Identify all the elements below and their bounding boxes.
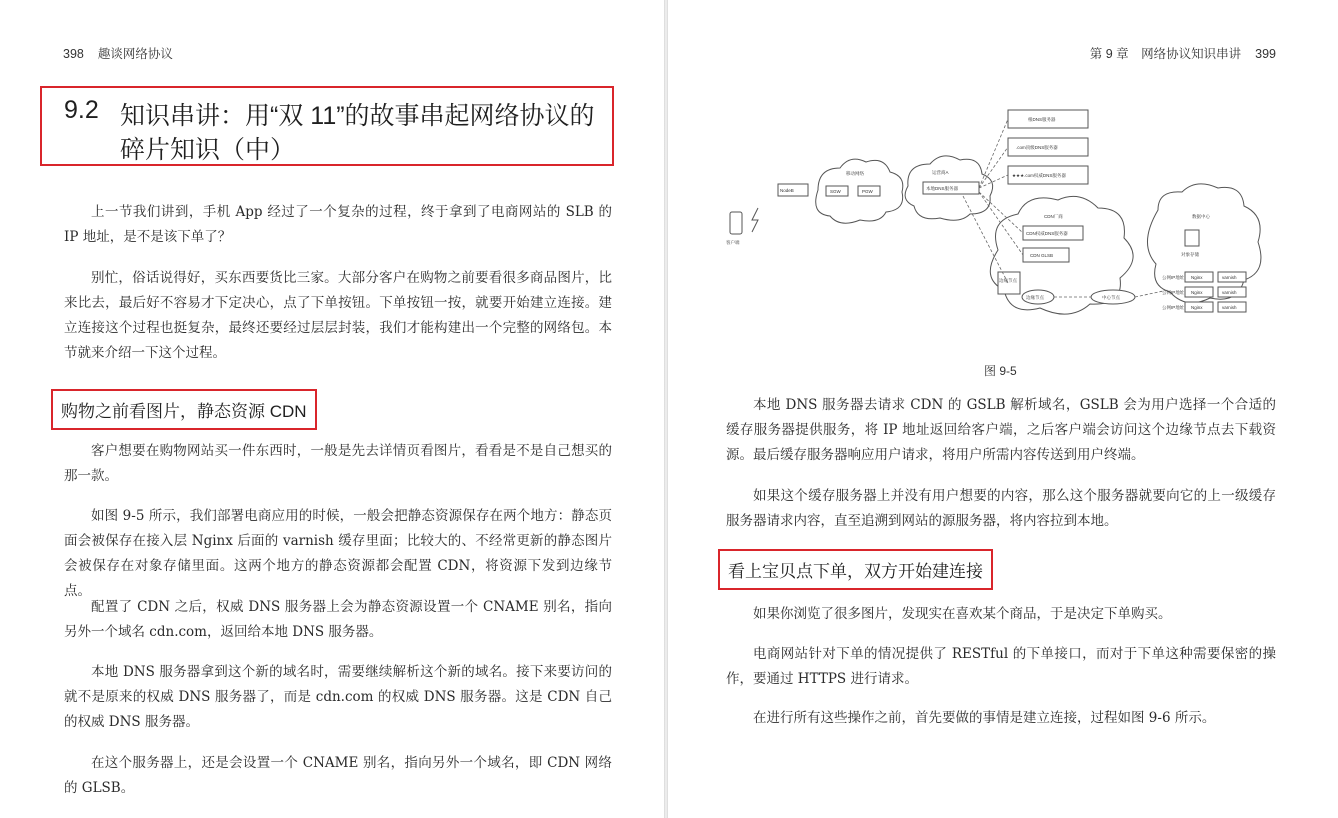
pgw-label: PGW [862, 189, 873, 194]
mobile-net-label: 移动网络 [846, 171, 864, 176]
center-node-label: 中心节点 [1102, 295, 1120, 300]
phone-icon [730, 212, 742, 234]
figure-caption: 图 9-5 [984, 364, 1017, 378]
varnish-label: varnish [1222, 275, 1237, 280]
page-number: 398 [63, 47, 84, 61]
paragraph: 配置了 CDN 之后，权威 DNS 服务器上会为静态资源设置一个 CNAME 别名，指向另外一个域名 cdn.com，返回给本地 DNS 服务器。 [64, 599, 612, 640]
figure-cdn-diagram [718, 100, 1288, 340]
subheading-order: 看上宝贝点下单，双方开始建连接 [718, 549, 993, 590]
edge-node-label: 边缘节点 [999, 278, 1017, 283]
object-storage-icon [1185, 230, 1199, 246]
nodeb-label: NodeB [780, 188, 794, 193]
edge-node-box [998, 272, 1020, 294]
operator-label: 运营商A [932, 170, 949, 175]
public-ip-label: 公网IP地址 [1162, 305, 1185, 310]
root-dns-label: 根DNS服务器 [1028, 117, 1056, 122]
datacenter-label: 数据中心 [1192, 214, 1210, 219]
com-dns-label: .com顶级DNS服务器 [1016, 145, 1058, 150]
section-title-line2: 碎片知识（中） [120, 136, 296, 164]
cdn-vendor-label: CDN厂商 [1044, 214, 1063, 219]
paragraph: 在进行所有这些操作之前，首先要做的事情是建立连接，过程如图 9-6 所示。 [753, 710, 1216, 726]
nginx-label: Nginx [1191, 290, 1203, 295]
paragraph: 上一节我们讲到，手机 App 经过了一个复杂的过程，终于拿到了电商网站的 SLB 的 IP 地址，是不是该下单了？ [64, 204, 612, 245]
subheading-cdn: 购物之前看图片，静态资源 CDN [51, 389, 317, 430]
chapter-title: 第 9 章 网络协议知识串讲 [1089, 47, 1242, 61]
book-title: 趣谈网络协议 [97, 47, 173, 61]
paragraph: 本地 DNS 服务器拿到这个新的域名时，需要继续解析这个新的域名。接下来要访问的就不是原来的权威 DNS 服务器了，而是 cdn.com 的权威 DNS 服务器。这是 CDN 自己的权威 DNS 服务器。 [64, 664, 612, 730]
paragraph: 如果你浏览了很多图片，发现实在喜欢某个商品，于是决定下单购买。 [753, 606, 1172, 622]
nginx-label: Nginx [1191, 305, 1203, 310]
running-head-left [63, 44, 173, 62]
paragraph: 别忙，俗话说得好，买东西要货比三家。大部分客户在购物之前要看很多商品图片，比来比去，最后好不容易才下定决心，点了下单按钮。下单按钮一按，就要开始建立连接。建立连接这个过程也挺复杂，最终还要经过层层封装，我们才能构建出一个完整的网络包。本节就来介绍一下这个过程。 [64, 270, 612, 361]
paragraph: 如图 9-5 所示，我们部署电商应用的时候，一般会把静态资源保存在两个地方：静态页面会被保存在接入层 Nginx 后面的 varnish 缓存里面；比较大的、不经常更新的静态图片会被保存在对象存储里面。这两个地方的静态资源都会配置 CDN，将资源下发到边缘节点。 [64, 508, 612, 599]
lightning-icon [752, 208, 758, 232]
running-head-right [1090, 44, 1276, 62]
paragraph: 客户想要在购物网站买一件东西时，一般是先去详情页看图片，看看是不是自己想买的那一款。 [64, 443, 612, 484]
paragraph: 在这个服务器上，还是会设置一个 CNAME 别名，指向另外一个域名，即 CDN 网络的 GLSB。 [64, 755, 612, 796]
auth-dns-label: ★★★.com权威DNS服务器 [1012, 173, 1066, 178]
cdn-auth-dns-label: CDN权威DNS服务器 [1026, 231, 1068, 236]
sgw-label: SGW [830, 189, 841, 194]
edge-node2-label: 边缘节点 [1026, 295, 1044, 300]
local-dns-label: 本地DNS服务器 [926, 186, 959, 191]
object-storage-label: 对象存储 [1181, 252, 1199, 257]
paragraph: 如果这个缓存服务器上并没有用户想要的内容，那么这个服务器就要向它的上一级缓存服务器请求内容，直至追溯到网站的源服务器，将内容拉到本地。 [726, 488, 1276, 529]
datacenter-cloud [1147, 184, 1260, 303]
left-page [0, 0, 664, 818]
page-number: 399 [1255, 47, 1276, 61]
right-page [668, 0, 1338, 818]
phone-label: 客户端 [726, 240, 740, 245]
section-title-box [40, 86, 614, 166]
nginx-label: Nginx [1191, 275, 1203, 280]
paragraph: 电商网站针对下单的情况提供了 RESTful 的下单接口，而对于下单这种需要保密的操作，要通过 HTTPS 进行请求。 [726, 646, 1276, 687]
public-ip-label: 公网IP地址 [1162, 290, 1185, 295]
public-ip-label: 公网IP地址 [1162, 275, 1185, 280]
paragraph: 本地 DNS 服务器去请求 CDN 的 GSLB 解析域名，GSLB 会为用户选择一个合适的缓存服务器提供服务，将 IP 地址返回给客户端，之后客户端会访问这个边缘节点去下载资源。最后缓存服务器响应用户请求，将用户所需内容传送到用户终端。 [726, 397, 1276, 463]
section-number: 9.2 [64, 96, 99, 124]
section-title-line1: 知识串讲：用“双 11”的故事串起网络协议的 [120, 102, 595, 130]
varnish-label: varnish [1222, 305, 1237, 310]
cdn-glsb-label: CDN GLSB [1030, 253, 1054, 258]
varnish-label: varnish [1222, 290, 1237, 295]
